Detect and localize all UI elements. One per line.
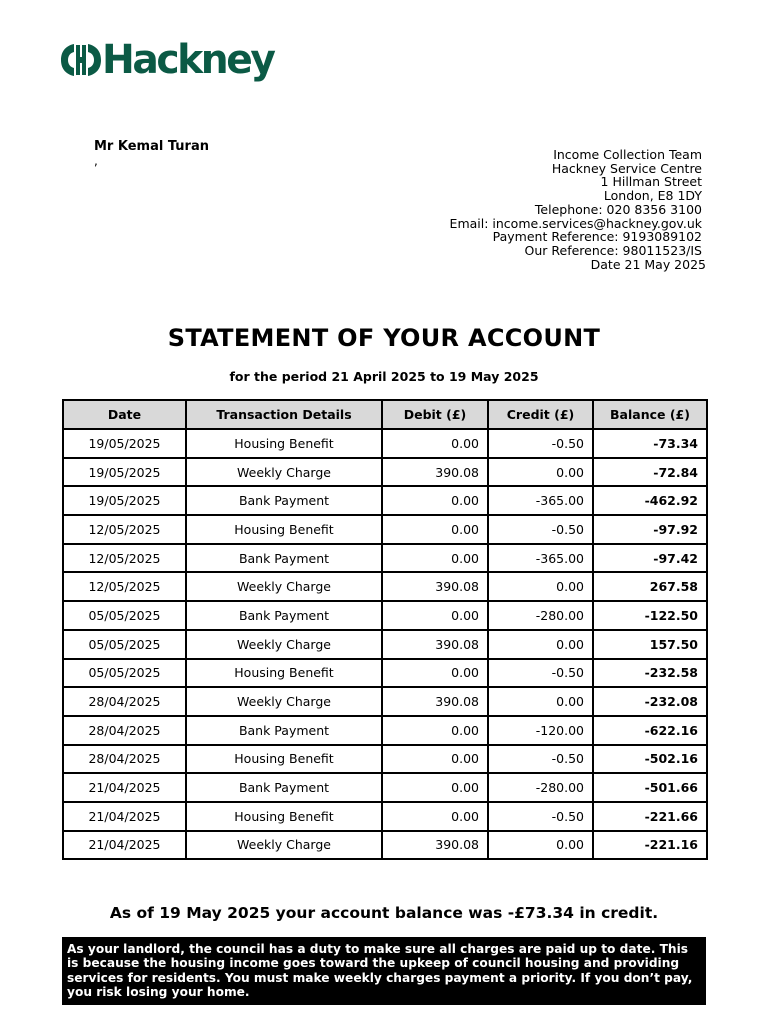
cell-date: 05/05/2025 [63, 601, 186, 630]
cell-credit: -0.50 [488, 429, 593, 458]
cell-details: Weekly Charge [186, 630, 382, 659]
cell-details: Bank Payment [186, 773, 382, 802]
cell-balance: -97.42 [593, 544, 707, 573]
statement-title: STATEMENT OF YOUR ACCOUNT [167, 324, 601, 352]
cell-debit: 390.08 [382, 458, 488, 487]
table-header-row [63, 400, 707, 429]
letter-date: Date 21 May 2025 [590, 256, 706, 272]
cell-date: 05/05/2025 [63, 630, 186, 659]
table-row [63, 486, 707, 515]
cell-details: Bank Payment [186, 601, 382, 630]
table-row [63, 831, 707, 860]
cell-credit: -280.00 [488, 601, 593, 630]
recipient-address: , [94, 154, 98, 168]
cell-date: 05/05/2025 [63, 659, 186, 688]
cell-details: Weekly Charge [186, 831, 382, 860]
recipient-block [94, 139, 209, 168]
landlord-notice: As your landlord, the council has a duty to make sure all charges are paid up to date. This is because the housing income goes toward the upkeep of council housing and providing services for residents. You must make weekly charges payment a priority. If you don’t pay, you risk losing your home. [62, 937, 706, 1005]
sender-team: Income Collection Team [553, 147, 702, 162]
cell-date: 19/05/2025 [63, 486, 186, 515]
statement-period: for the period 21 April 2025 to 19 May 2025 [229, 369, 539, 384]
table-row [63, 515, 707, 544]
table-body [63, 429, 707, 859]
balance-summary: As of 19 May 2025 your account balance was -£73.34 in credit. [109, 904, 659, 922]
sender-email: Email: income.services@hackney.gov.uk [449, 215, 702, 231]
cell-balance: -501.66 [593, 773, 707, 802]
cell-details: Bank Payment [186, 716, 382, 745]
cell-credit: -0.50 [488, 515, 593, 544]
cell-credit: 0.00 [488, 687, 593, 716]
cell-debit: 0.00 [382, 773, 488, 802]
cell-details: Housing Benefit [186, 429, 382, 458]
cell-credit: -365.00 [488, 544, 593, 573]
cell-debit: 0.00 [382, 601, 488, 630]
cell-credit: -280.00 [488, 773, 593, 802]
cell-debit: 0.00 [382, 544, 488, 573]
cell-debit: 390.08 [382, 831, 488, 860]
cell-credit: -0.50 [488, 745, 593, 774]
cell-details: Housing Benefit [186, 745, 382, 774]
cell-details: Weekly Charge [186, 687, 382, 716]
cell-debit: 0.00 [382, 486, 488, 515]
cell-balance: 157.50 [593, 630, 707, 659]
table-row [63, 630, 707, 659]
cell-date: 28/04/2025 [63, 687, 186, 716]
cell-balance: -97.92 [593, 515, 707, 544]
cell-debit: 0.00 [382, 515, 488, 544]
cell-debit: 0.00 [382, 659, 488, 688]
cell-date: 12/05/2025 [63, 544, 186, 573]
brand-name: Hackney [102, 37, 274, 83]
cell-debit: 0.00 [382, 802, 488, 831]
cell-credit: -120.00 [488, 716, 593, 745]
our-reference: Our Reference: 98011523/IS [524, 242, 702, 258]
cell-debit: 390.08 [382, 630, 488, 659]
header-balance: Balance (£) [593, 400, 707, 429]
recipient-name: Mr Kemal Turan [94, 139, 209, 154]
cell-balance: -622.16 [593, 716, 707, 745]
cell-credit: -0.50 [488, 659, 593, 688]
hackney-logo-icon [60, 42, 102, 78]
sender-centre: Hackney Service Centre [551, 160, 702, 176]
cell-date: 12/05/2025 [63, 572, 186, 601]
table-row [63, 572, 707, 601]
transactions-table [62, 399, 708, 860]
cell-balance: -122.50 [593, 601, 707, 630]
cell-balance: -73.34 [593, 429, 707, 458]
hackney-logo [60, 37, 277, 83]
table-row [63, 429, 707, 458]
cell-date: 21/04/2025 [63, 773, 186, 802]
cell-balance: -502.16 [593, 745, 707, 774]
cell-details: Housing Benefit [186, 659, 382, 688]
table-row [63, 687, 707, 716]
cell-balance: -72.84 [593, 458, 707, 487]
header-details: Transaction Details [186, 400, 382, 429]
header-credit: Credit (£) [488, 400, 593, 429]
cell-credit: -0.50 [488, 802, 593, 831]
cell-balance: -232.58 [593, 659, 707, 688]
table-row [63, 716, 707, 745]
table-row [63, 544, 707, 573]
cell-credit: 0.00 [488, 572, 593, 601]
cell-credit: 0.00 [488, 458, 593, 487]
header-date: Date [63, 400, 186, 429]
cell-credit: 0.00 [488, 831, 593, 860]
cell-details: Weekly Charge [186, 572, 382, 601]
cell-credit: 0.00 [488, 630, 593, 659]
cell-details: Housing Benefit [186, 515, 382, 544]
sender-block [449, 147, 706, 272]
cell-debit: 390.08 [382, 572, 488, 601]
cell-balance: -221.66 [593, 802, 707, 831]
cell-details: Weekly Charge [186, 458, 382, 487]
cell-balance: -232.08 [593, 687, 707, 716]
table-row [63, 458, 707, 487]
cell-date: 28/04/2025 [63, 745, 186, 774]
payment-reference: Payment Reference: 9193089102 [492, 229, 702, 245]
cell-date: 21/04/2025 [63, 802, 186, 831]
cell-debit: 0.00 [382, 745, 488, 774]
cell-date: 12/05/2025 [63, 515, 186, 544]
cell-date: 21/04/2025 [63, 831, 186, 860]
cell-date: 19/05/2025 [63, 429, 186, 458]
sender-city: London, E8 1DY [603, 188, 702, 204]
cell-details: Bank Payment [186, 544, 382, 573]
cell-details: Bank Payment [186, 486, 382, 515]
table-row [63, 745, 707, 774]
cell-debit: 0.00 [382, 716, 488, 745]
cell-debit: 0.00 [382, 429, 488, 458]
sender-telephone: Telephone: 020 8356 3100 [534, 201, 702, 217]
cell-details: Housing Benefit [186, 802, 382, 831]
cell-balance: -462.92 [593, 486, 707, 515]
header-debit: Debit (£) [382, 400, 488, 429]
table-row [63, 802, 707, 831]
table-row [63, 773, 707, 802]
cell-balance: 267.58 [593, 572, 707, 601]
cell-credit: -365.00 [488, 486, 593, 515]
sender-street: 1 Hillman Street [600, 174, 702, 190]
cell-date: 19/05/2025 [63, 458, 186, 487]
table-row [63, 601, 707, 630]
cell-debit: 390.08 [382, 687, 488, 716]
cell-date: 28/04/2025 [63, 716, 186, 745]
cell-balance: -221.16 [593, 831, 707, 860]
table-row [63, 659, 707, 688]
